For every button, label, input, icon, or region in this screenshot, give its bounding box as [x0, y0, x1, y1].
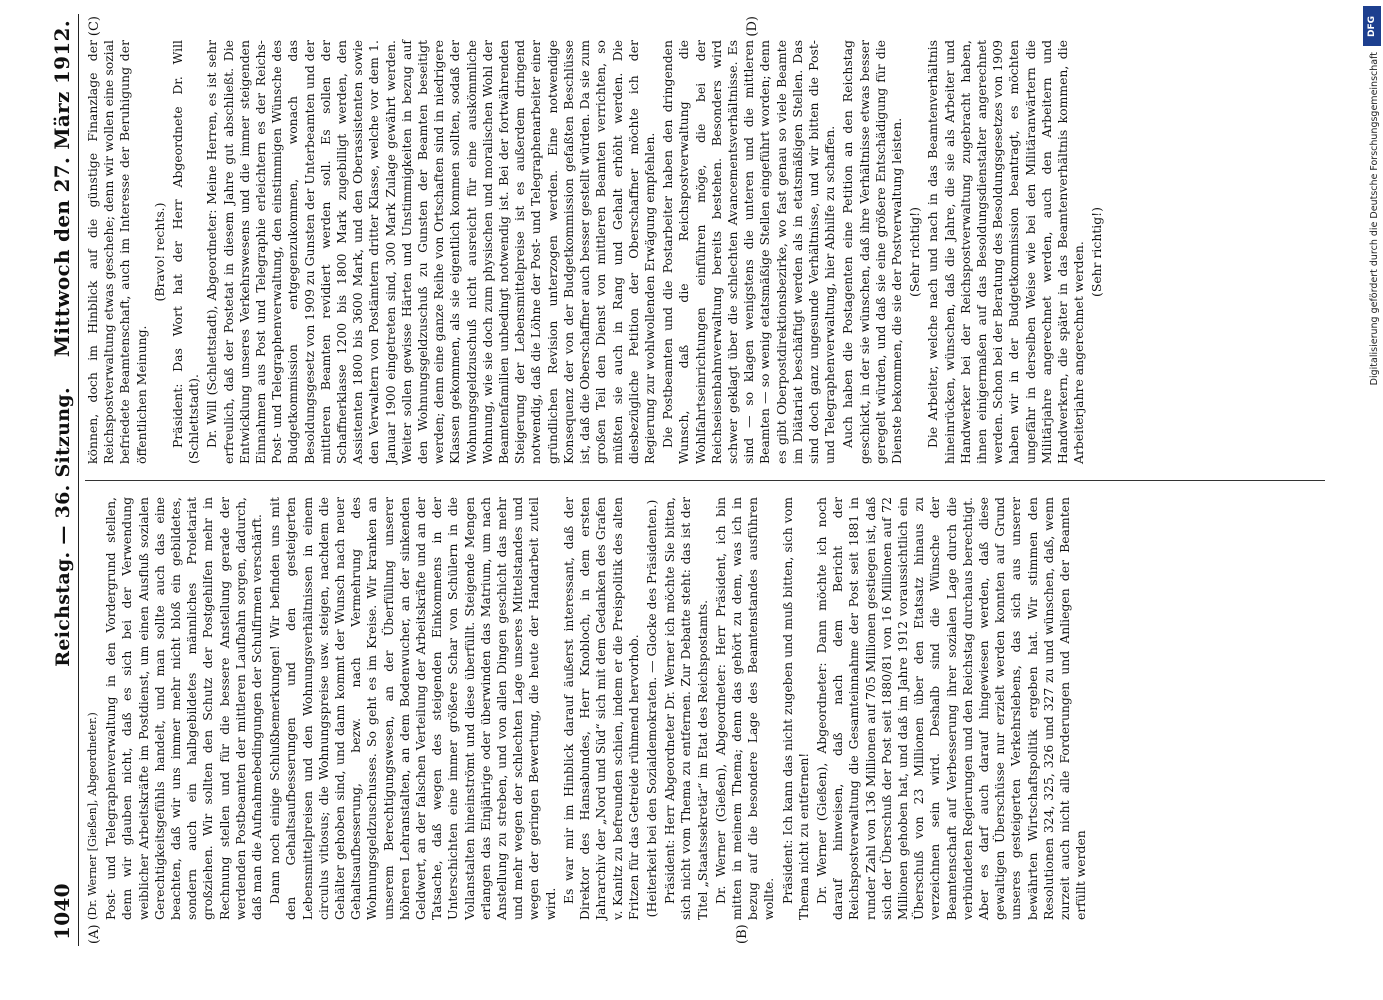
interjection: (Sehr richtig!) — [1089, 207, 1105, 297]
paragraph-president: Präsident: Herr Abgeordneter Dr. Werner ich möchte Sie bitten, sich nicht vom Thema zu entfernen. Zur Debatte steht: das ist der Titel „Staatssekretär“ im Etat des Reichspostamts. — [662, 497, 710, 920]
margin-mark-a: (A) — [87, 924, 102, 944]
dfg-logo: DFG — [1363, 6, 1381, 46]
page-number: 1040 — [50, 883, 74, 940]
paragraph: können, doch im Hinblick auf die günstige Finanzlage der Reichspostverwaltung etwas geschehe; denn wir wollen eine sozial befriedete Beamtenschaft, auch im Interesse der Beruhigung der öffentlichen Meinung. — [85, 40, 149, 464]
dfg-credit-text: Digitalisierung gefördert durch die Deutsche Forschungsgemeinschaft — [1369, 52, 1380, 386]
paragraph: Es war mir im Hinblick darauf äußerst interessant, daß der Direktor des Hansabundes, Herr Knobloch, in dem ersten Jahrarchiv der „Nord und Süd“ sich mit dem Gedanken des Grafen v. Kanitz zu befreunden schien, indem er die Preispolitik des alten Fritzen für das Getreide rühmend hervorhob. — [560, 497, 641, 920]
paragraph-president: Präsident: Das Wort hat der Herr Abgeordnete Dr. Will (Schlettstadt). — [170, 40, 202, 464]
paragraph: Dr. Will (Schlettstadt), Abgeordneter: Meine Herren, es ist sehr erfreulich, daß der Postetat in diesem Jahre gut abschließt. Die Entwicklung unseres Verkehrswesens und die immer steigenden Einnahmen aus Post und Telegraphie erleichtern es der Reichs-Post- und Telegraphenverwaltung, den einstimmigen Wünsche des Budgetkommission entgegenzukommen, wonach das Besoldungsgesetz von 1909 zu Gunsten der Unterbeamten und der mittleren Beamten revidiert werden soll. Es sollen der Schaffnerklasse 1200 bis 1800 Mark zugebilligt werden, den Assistenten 1800 bis 3600 Mark, und den Oberassistenten sowie den Verwaltern von Postämtern dritter Klasse, welche vor dem 1. Januar 1900 eingetreten sind, 300 Mark Zulage gewährt werden. Weiter sollen gewisse Härten und Unstimmigkeiten in bezug auf den Wohnungsgeldzuschuß zu Gunsten der Beamten beseitigt werden; denn eine ganze Reihe von Ortschaften sind in niedrigere Klassen gekommen, als sie eigentlich kommen sollten, sodaß der Wohnungsgeldzuschuß nicht ausreicht für eine auskömmliche Wohnung, wie sie doch zum physischen und moralischen Wohl der Beamtenfamilien unbedingt notwendig ist. Bei der fortwährenden Steigerung der Lebensmittelpreise ist es außerdem dringend notwendig, daß die Löhne der Post- und Telegraphenarbeiter einer gründlichen Revision unterzogen werden. Eine notwendige Konsequenz der von der Budgetkommission gefaßten Beschlüsse ist, daß die Oberschaffner auch besser gestellt würden. Da sie zum großen Teil den Dienst von mittleren Beamten verrichten, so müßten sie auch in Rang und Gehalt erhöht werden. Die diesbezügliche Petition der Oberschaffner möchte ich der Regierung zur wohlwollenden Erwägung empfehlen. — [204, 40, 657, 464]
page-header — [50, 14, 79, 946]
paragraph: Auch haben die Postagenten eine Petition an den Reichstag geschickt, in der sie wünschen, daß ihre Verhältnisse etwas besser geregelt würden, und daß sie eine größere Entschädigung für die Dienste bekommen, die sie der Postverwaltung leisten. — [840, 40, 904, 464]
paragraph-president: Präsident: Ich kann das nicht zugeben und muß bitten, sich vom Thema nicht zu entfernen! — [779, 497, 811, 920]
interjection: (Sehr richtig!) — [907, 207, 923, 297]
paragraph: Dr. Werner (Gießen), Abgeordneter: Herr Präsident, ich bin mitten in meinem Thema; denn das gehört zu dem, was ich in bezug auf die besondere Lage des Beamtenstandes ausführen wollte. — [712, 497, 777, 920]
paragraph: Post- und Telegraphenverwaltung in den Vordergrund stellen, denn wir glauben nicht, daß es sich bei der Verwendung weiblicher Arbeitskräfte im Postdienst, um einen Ausfluß sozialen Gerechtigkeitsgefühls handelt, und man sollte auch das eine beachten, daß wir uns immer mehr nicht bloß ein gebildetes, sondern auch ein halbgebildetes männliches Proletariat großziehen. Wir sollten den Schutz der Postgehilfen mehr in Rechnung stellen und für die bessere Anstellung gerade der werdenden Postbeamten der mittleren Laufbahn sorgen, dadurch, daß man die Aufnahmebedingungen der Schulfirmen verschärft. — [103, 497, 265, 920]
right-column — [85, 14, 1325, 480]
session-date: Mittwoch den 27. März 1912. — [50, 20, 74, 358]
left-column — [85, 480, 1325, 946]
paragraph: Die Postbeamten und die Postarbeiter haben den dringenden Wunsch, daß die Reichspostverwaltung die Wohlfahrtseinrichtungen einführen möge, die bei der Reichseisenbahnverwaltung bereits bestehen. Besonders wird schwer geklagt über die schlechten Avancementsverhältnisse. Es sind — so klagen wenigstens die unteren und die mittleren Beamten — so wenig etatsmäßige Stellen eingeführt worden; denn es gibt Oberpostdirektionsbezirke, wo fast genau so viele Beamte im Diätariat beschäftigt werden als in etatsmäßigen Stellen. Das sind doch ganz ungesunde Verhältnisse, und wir bitten die Post- und Telegraphenverwaltung, hier Abhilfe zu schaffen. — [660, 40, 838, 464]
speaker-bracket: (Dr. Werner [Gießen], Abgeordneter.) — [86, 712, 99, 920]
text-columns — [85, 14, 1325, 946]
margin-mark-d: (D) — [745, 16, 760, 37]
interjection: (Bravo! rechts.) — [151, 202, 167, 302]
margin-mark-b: (B) — [735, 924, 750, 944]
interjection: (Heiterkeit bei den Sozialdemokraten. — Glocke des Präsidenten.) — [643, 499, 659, 918]
paragraph: Die Arbeiter, welche nach und nach in das Beamtenverhältnis hineinrücken, wünschen, daß die Jahre, die sie als Arbeiter und Handwerker bei der Reichspostverwaltung zugebracht haben, ihnen einigermaßen auf das Besoldungsdienstalter angerechnet werden. Schon bei der Beratung des Besoldungsgesetzes von 1909 haben wir in der Budgetkommission beantragt, es möchten ungefähr in derselben Weise wie bei den Militäranwärtern die Militärjahre angerechnet werden, auch den Arbeitern und Handwerkern, die später in das Beamtenverhältnis kommen, die Arbeiterjahre angerechnet werden. — [925, 40, 1087, 464]
paragraph: Dr. Werner (Gießen), Abgeordneter: Dann möchte ich noch darauf hinweisen, daß nach dem Bericht der Reichspostverwaltung die Gesamteinnahme der Post seit 1881 in runder Zahl von 136 Millionen auf 705 Millionen gestiegen ist, daß sich der Überschuß der Post seit 1880/81 von 16 Millionen auf 72 Millionen gehoben hat, und daß im Jahre 1912 voraussichtlich ein Überschuß von 23 Millionen über den Etatsatz hinaus zu verzeichnen sein wird. Deshalb sind die Wünsche der Beamtenschaft auf Verbesserung ihrer sozialen Lage durch die verbündeten Regierungen und den Reichstag durchaus berechtigt. Aber es darf auch darauf hingewiesen werden, daß diese gewaltigen Überschüsse nur erzielt werden konnten auf Grund unseres gesteigerten Verkehrslebens, das sich aus unserer bewährten Wirtschaftspolitik ergeben hat. Wir stimmen den Resolutionen 324, 325, 326 und 327 zu und wünschen, daß, wenn zurzeit auch nicht alle Forderungen und Anliegen der Beamten erfüllt werden — [813, 497, 1089, 920]
document-page — [40, 0, 1340, 960]
dfg-credit-strip — [1361, 0, 1383, 1000]
margin-mark-c: (C) — [87, 16, 102, 37]
session-title: Reichstag. — 36. Sitzung. — [52, 387, 74, 667]
paragraph: Dann noch einige Schlußbemerkungen! Wir befinden uns mit den Gehaltsaufbesserungen und den gesteigerten Lebensmittelpreisen und den Wohnungsverhältnissen in einem circulus vitiosus; die Wohnungspreise usw. steigen, nachdem die Gehälter gehoben sind, und dann kommt der Wunsch nach neuer Gehaltsaufbesserung, bezw. nach Vermehrung des Wohnungsgeldzuschusses. So geht es im Kreise. Wir kranken an unserem Berechtigungswesen, an der Überfüllung unserer höheren Lehranstalten, an dem Bodenwucher, an der sinkenden Geldwert, an der falschen Verteilung der Arbeitskräfte und an der Tatsache, daß wegen des steigenden Einkommens in der Unterschichten eine immer größere Schar von Schülern in die Vollanstalten hineinströmt und diese überfüllt. Steigende Mengen erlangen das Einjährige oder überwinden das Matrium, um nach Anstellung zu streben, und von allen Dingen geschicht das mehr und mehr wegen der schlechten Lage unseres Mittelstandes und wegen der geringen Bewertung, die heute der Handarbeit zuteil wird. — [267, 497, 558, 920]
